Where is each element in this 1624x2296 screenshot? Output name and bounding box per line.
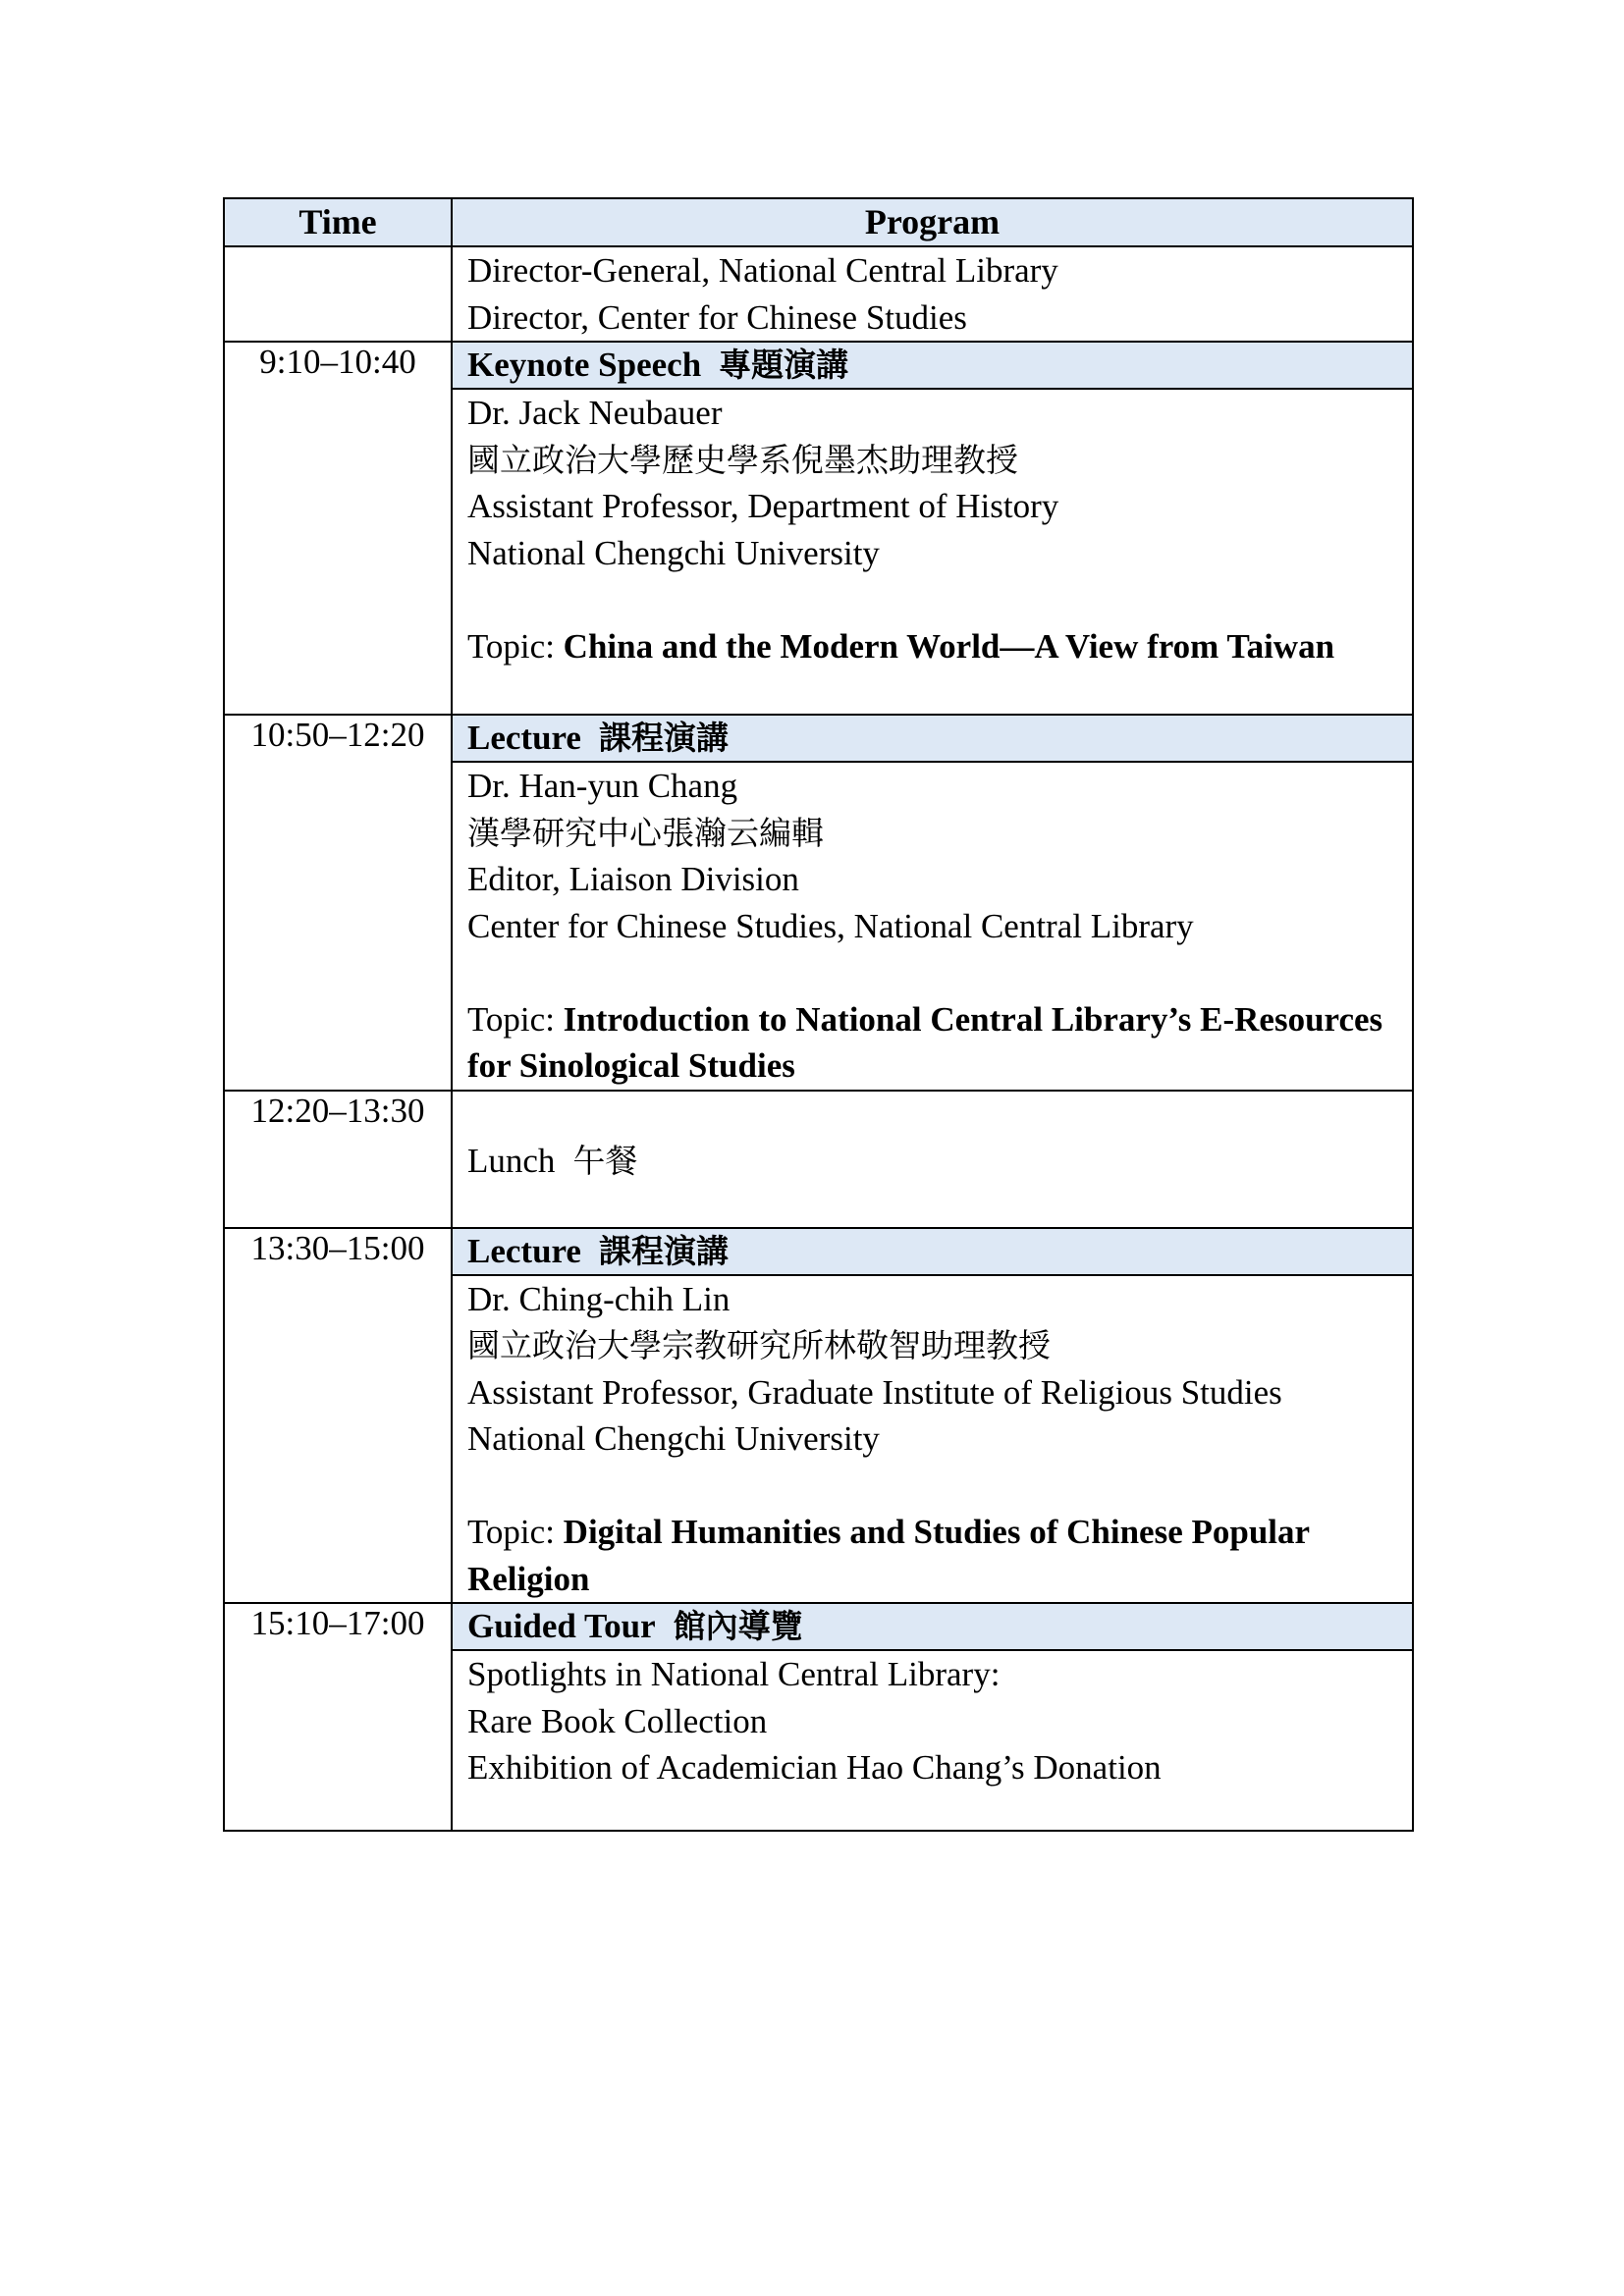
program-column-header: Program xyxy=(452,198,1413,246)
session-topic xyxy=(467,623,1397,670)
speaker-name-zh: 國立政治大學宗教研究所林敬智助理教授 xyxy=(467,1326,1051,1364)
session-time: 13:30–15:00 xyxy=(224,1228,452,1604)
session-program-cell xyxy=(452,715,1413,1091)
session-type-en: Keynote Speech xyxy=(467,346,702,384)
opening-line: Director-General, National Central Library xyxy=(467,251,1058,290)
session-time: 10:50–12:20 xyxy=(224,715,452,1091)
lunch-label-zh: 午餐 xyxy=(572,1142,638,1180)
tour-line: Exhibition of Academician Hao Chang’s Donation xyxy=(467,1748,1162,1787)
lunch-cell xyxy=(452,1091,1413,1228)
session-row xyxy=(224,342,1413,715)
session-program-cell xyxy=(452,342,1413,715)
session-type-zh: 課程演講 xyxy=(598,719,729,757)
session-type-heading xyxy=(453,1604,1412,1651)
opening-program-cell xyxy=(452,246,1413,342)
session-time: 15:10–17:00 xyxy=(224,1603,452,1831)
time-column-header: Time xyxy=(224,198,452,246)
topic-title: Introduction to National Central Library’s E-Resources for Sinological Studies xyxy=(467,999,1383,1085)
speaker-name-zh: 漢學研究中心張瀚云編輯 xyxy=(467,813,824,852)
speaker-affiliation: Assistant Professor, Graduate Institute of Religious Studies xyxy=(467,1372,1282,1412)
speaker-name: Dr. Jack Neubauer xyxy=(467,394,723,432)
speaker-name: Dr. Han-yun Chang xyxy=(467,767,738,805)
lunch-row xyxy=(224,1091,1413,1228)
session-type-en: Lecture xyxy=(467,1231,581,1270)
session-type-heading xyxy=(453,1229,1412,1276)
speaker-name-zh: 國立政治大學歷史學系倪墨杰助理教授 xyxy=(467,440,1018,479)
session-row xyxy=(224,715,1413,1091)
opening-time-cell xyxy=(224,246,452,342)
topic-label: Topic: xyxy=(467,999,555,1039)
session-row xyxy=(224,1228,1413,1604)
session-type-en: Guided Tour xyxy=(467,1607,656,1645)
tour-line: Rare Book Collection xyxy=(467,1701,768,1740)
speaker-affiliation: National Chengchi University xyxy=(467,533,880,572)
speaker-affiliation: National Chengchi University xyxy=(467,1419,880,1458)
session-program-cell xyxy=(452,1603,1413,1831)
session-type-en: Lecture xyxy=(467,719,581,757)
session-type-heading xyxy=(453,343,1412,390)
topic-label: Topic: xyxy=(467,1513,555,1551)
program-schedule-table xyxy=(223,197,1414,1832)
topic-title: Digital Humanities and Studies of Chinese Popular Religion xyxy=(467,1513,1310,1598)
tour-line: Spotlights in National Central Library: xyxy=(467,1655,1001,1693)
opening-row xyxy=(224,246,1413,342)
session-type-zh: 課程演講 xyxy=(598,1231,729,1270)
session-time: 12:20–13:30 xyxy=(224,1091,452,1228)
speaker-affiliation: Editor, Liaison Division xyxy=(467,860,799,898)
topic-label: Topic: xyxy=(467,626,555,666)
session-type-zh: 館內導覽 xyxy=(673,1607,803,1645)
session-topic xyxy=(467,996,1397,1090)
session-type-zh: 專題演講 xyxy=(719,346,849,384)
session-program-cell xyxy=(452,1228,1413,1604)
speaker-affiliation: Center for Chinese Studies, National Central Library xyxy=(467,906,1194,945)
session-topic xyxy=(467,1509,1397,1602)
session-type-heading xyxy=(453,716,1412,763)
session-time: 9:10–10:40 xyxy=(224,342,452,715)
opening-line: Director, Center for Chinese Studies xyxy=(467,297,967,337)
topic-title: China and the Modern World—A View from Taiwan xyxy=(563,626,1335,666)
lunch-label-en: Lunch xyxy=(467,1142,556,1180)
speaker-affiliation: Assistant Professor, Department of History xyxy=(467,487,1059,525)
session-row xyxy=(224,1603,1413,1831)
speaker-name: Dr. Ching-chih Lin xyxy=(467,1279,731,1318)
header-row xyxy=(224,198,1413,246)
